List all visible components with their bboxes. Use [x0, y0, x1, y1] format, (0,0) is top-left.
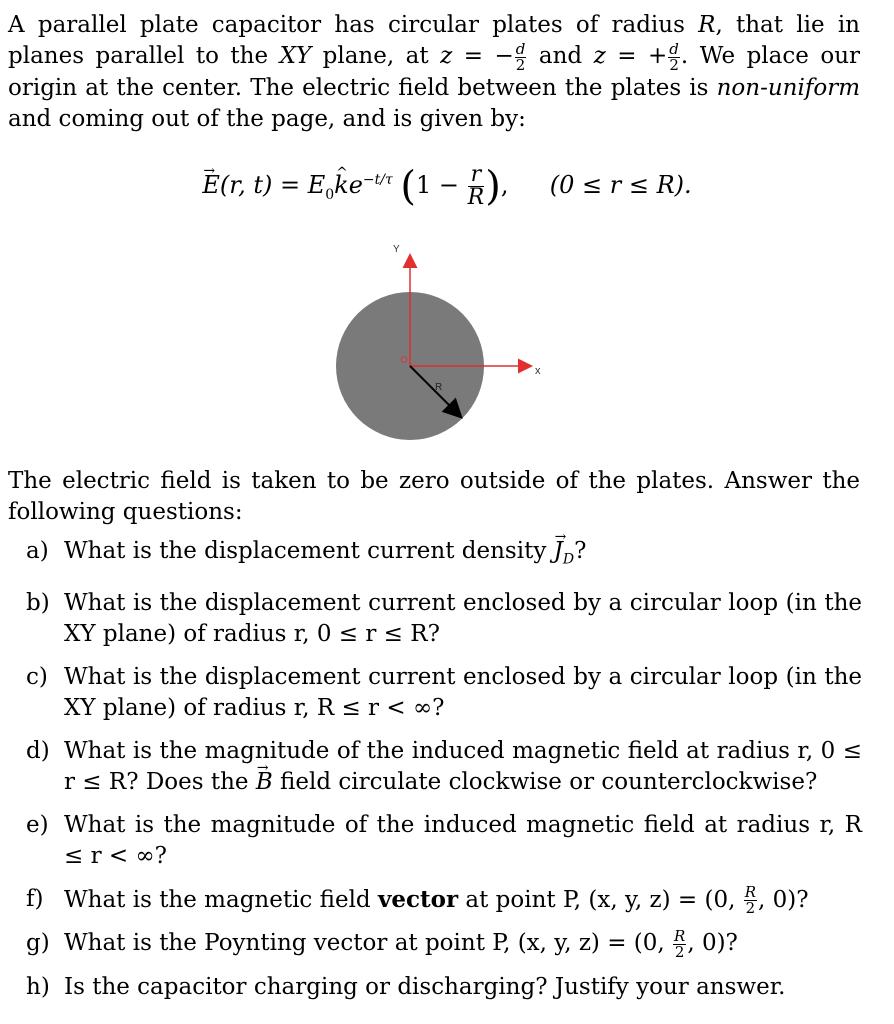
question-g	[26, 928, 862, 960]
question-label: a)	[26, 538, 49, 564]
frac-den-b: 2	[669, 55, 679, 74]
question-text: Is the capacitor charging or discharging? Justify your answer.	[64, 973, 786, 1000]
intro-text-3: plane, at	[311, 43, 441, 69]
eq-args: (r, t) = E	[219, 171, 326, 199]
fraction-d-over-2-b	[668, 39, 680, 74]
qg-end: , 0)?	[687, 930, 738, 957]
question-c	[26, 662, 862, 724]
question-label: c)	[26, 663, 48, 690]
question-a	[26, 536, 862, 576]
eq-num: r	[468, 164, 485, 187]
k-hat: ^ k	[334, 165, 349, 205]
question-text	[64, 884, 862, 917]
paren-open: (	[400, 163, 416, 210]
field-equation: → E(r, $t) = E_0\^{}$ $ke^{-t/\tau}$ (1 − $\frac{r}{R}$ ), (0 ≤ r ≤ R).	[0, 160, 894, 215]
intro-text-2: , that lie in planes parallel to the	[8, 12, 860, 69]
question-text	[64, 928, 862, 960]
question-label: h)	[26, 973, 50, 1000]
intro-text-1: A parallel plate capacitor has circular plates of radius	[8, 12, 699, 38]
b-vector: → B	[256, 767, 273, 798]
qf-text: What is the magnetic field	[64, 886, 378, 913]
radius-label: R	[435, 382, 443, 393]
eq-sub0: 0	[325, 186, 335, 203]
frac-num: d	[515, 39, 526, 58]
qd-end: field circulate clockwise or counterclockwise?	[272, 768, 818, 795]
question-text: What is the displacement current enclosed by a circular loop (in the XY plane) of radius r, 0 ≤ r ≤ R?	[64, 589, 862, 647]
question-label: e)	[26, 811, 49, 838]
xy-symbol: XY	[279, 43, 312, 69]
frac-den: 2	[515, 55, 526, 74]
qf-bold: vector	[377, 885, 459, 913]
nonuniform-text: non-uniform	[716, 74, 860, 101]
qg-text: What is the Poynting vector at point P, (x, y, z) = (0,	[64, 930, 673, 957]
middle-paragraph: The electric field is taken to be zero outside of the plates. Answer the following questions:	[8, 468, 860, 525]
intro-text-4: and	[527, 43, 594, 69]
frac-num: R	[674, 926, 686, 945]
x-axis-label: x	[535, 365, 541, 377]
frac-num-b: d	[669, 39, 679, 58]
question-d	[26, 736, 862, 798]
intro-text-6: and coming out of the page, and is given by:	[8, 105, 526, 132]
frac-num: R	[744, 883, 757, 902]
intro-text-5: . We place our origin at the center. The electric field between the plates is	[8, 43, 860, 101]
question-label: d)	[26, 737, 50, 764]
paren-close: )	[485, 163, 501, 210]
question-label: f)	[26, 885, 44, 912]
eq-one-minus: 1 −	[415, 171, 459, 199]
question-label: g)	[26, 930, 50, 957]
intro-paragraph	[8, 10, 860, 135]
qd-text: What is the magnitude of the induced magnetic field at radius r, 0 ≤ r ≤ R? Does the	[64, 737, 862, 795]
eq-exponent: −t/τ	[362, 172, 393, 188]
j-sub: D	[562, 551, 575, 568]
qa-text: What is the displacement current density	[64, 538, 554, 564]
question-b	[26, 588, 862, 650]
r-over-R	[468, 164, 485, 209]
qf-end: , 0)?	[758, 886, 809, 913]
question-h	[26, 972, 862, 1003]
origin-label: O	[399, 355, 409, 363]
question-text	[64, 736, 862, 798]
fraction-d-over-2	[515, 39, 527, 74]
question-text	[64, 536, 862, 576]
z-plus: z = +	[593, 43, 668, 69]
frac-den: 2	[674, 942, 685, 961]
question-text: What is the magnitude of the induced magnetic field at radius r, R ≤ r < ∞?	[64, 811, 862, 869]
question-e	[26, 810, 862, 872]
eq-e: e	[348, 171, 363, 199]
r-over-2	[744, 885, 757, 916]
j-vector: → J	[554, 536, 563, 567]
e-vector: → E	[202, 165, 220, 205]
frac-den: 2	[745, 899, 756, 918]
radius-symbol: R	[698, 12, 716, 38]
question-f	[26, 884, 862, 917]
z-minus: z = −	[440, 43, 514, 69]
capacitor-diagram	[320, 238, 570, 448]
y-axis-label: Y	[393, 244, 400, 255]
eq-range: (0 ≤ r ≤ R).	[549, 171, 692, 199]
question-label: b)	[26, 589, 50, 616]
capacitor-figure	[320, 238, 570, 448]
question-text: What is the displacement current enclosed by a circular loop (in the XY plane) of radius r, R ≤ r < ∞?	[64, 663, 862, 721]
qa-end: ?	[574, 538, 587, 564]
r-over-2	[673, 926, 686, 961]
question-list	[26, 536, 862, 1015]
qf-text-b: at point P, (x, y, z) = (0,	[458, 886, 743, 913]
eq-den: R	[467, 185, 485, 210]
